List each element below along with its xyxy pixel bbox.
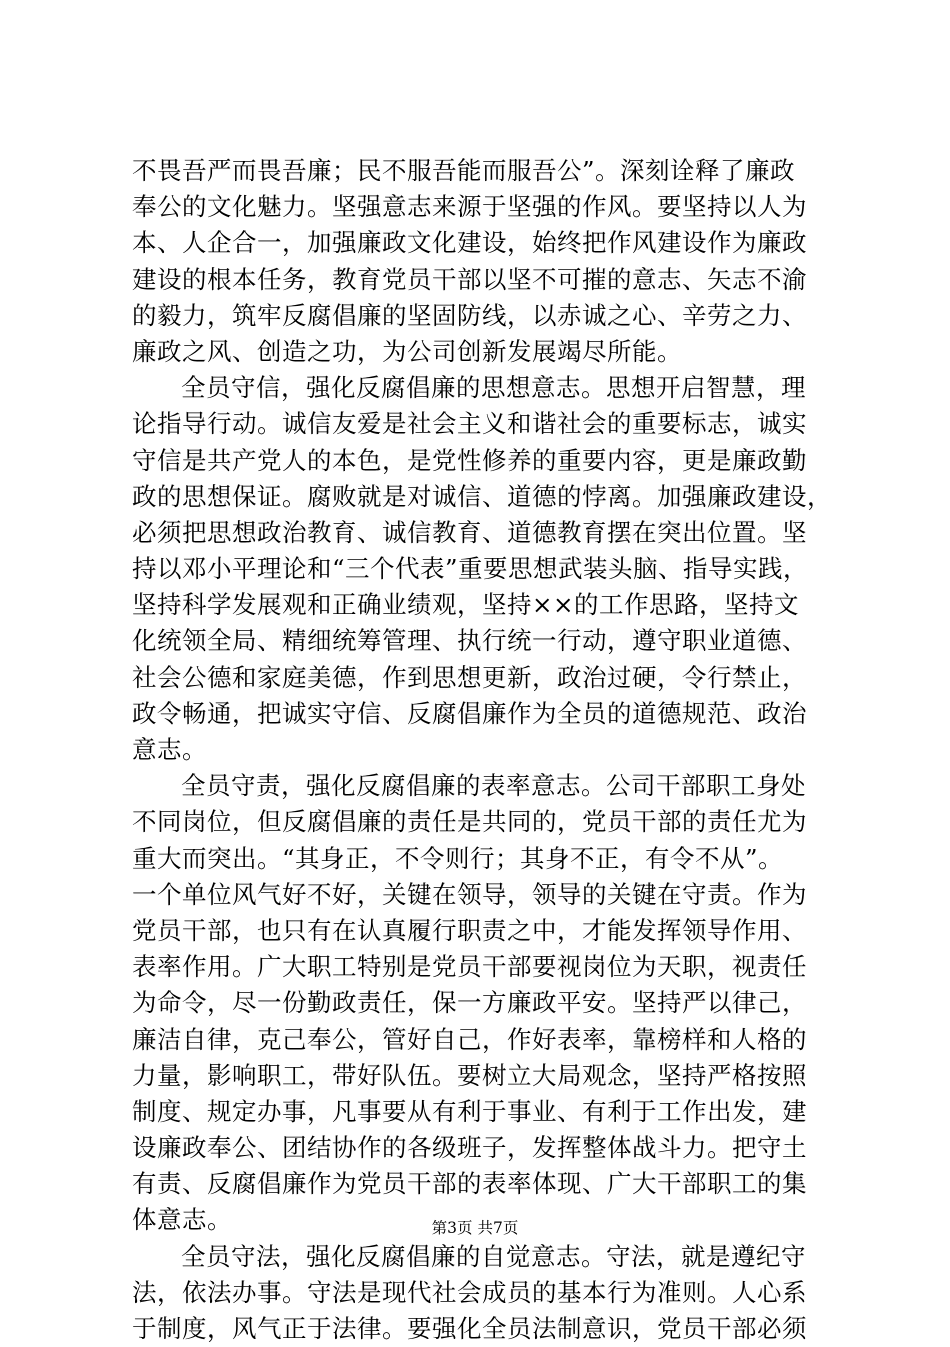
text-line: 制度、规定办事，凡事要从有利于事业、有利于工作出发，建 xyxy=(132,1096,807,1126)
text-line: 重大而突出。“其身正，不令则行；其身不正，有令不从”。 xyxy=(132,843,784,873)
paragraph-first-line: 全员守责，强化反腐倡廉的表率意志。公司干部职工身处 xyxy=(181,771,806,801)
text-line: 体意志。 xyxy=(132,1205,232,1235)
text-line: 坚持科学发展观和正确业绩观，坚持××的工作思路，坚持文 xyxy=(132,590,800,620)
text-line: 一个单位风气好不好，关键在领导，领导的关键在守责。作为 xyxy=(132,879,807,909)
text-line: 化统领全局、精细统筹管理、执行统一行动，遵守职业道德、 xyxy=(132,626,807,656)
text-line: 必须把思想政治教育、诚信教育、道德教育摆在突出位置。坚 xyxy=(132,517,807,547)
text-line: 廉洁自律，克己奉公，管好自己，作好表率，靠榜样和人格的 xyxy=(132,1024,807,1054)
text-line: 建设的根本任务，教育党员干部以坚不可摧的意志、矢志不渝 xyxy=(132,264,807,294)
text-line: 不同岗位，但反腐倡廉的责任是共同的，党员干部的责任尤为 xyxy=(132,807,807,837)
text-line: 力量，影响职工，带好队伍。要树立大局观念，坚持严格按照 xyxy=(132,1060,807,1090)
text-line: 守信是共产党人的本色，是党性修养的重要内容，更是廉政勤 xyxy=(132,445,807,475)
text-line: 本、人企合一，加强廉政文化建设，始终把作风建设作为廉政 xyxy=(132,228,807,258)
text-line: 不畏吾严而畏吾廉；民不服吾能而服吾公”。深刻诠释了廉政 xyxy=(132,156,796,185)
page-number: 第3页 共7页 xyxy=(431,1219,519,1237)
text-line: 意志。 xyxy=(132,735,207,764)
text-line: 持以邓小平理论和“三个代表”重要思想武装头脑、指导实践， xyxy=(132,554,809,584)
text-line: 表率作用。广大职工特别是党员干部要视岗位为天职，视责任 xyxy=(132,952,807,982)
text-line: 设廉政奉公、团结协作的各级班子，发挥整体战斗力。把守土 xyxy=(132,1133,807,1163)
text-line: 法，依法办事。守法是现代社会成员的基本行为准则。人心系 xyxy=(132,1277,807,1307)
text-line: 政的思想保证。腐败就是对诚信、道德的悖离。加强廉政建设， xyxy=(132,481,832,511)
text-line: 为命令，尽一份勤政责任，保一方廉政平安。坚持严以律己， xyxy=(132,988,807,1018)
paragraph-first-line: 全员守法，强化反腐倡廉的自觉意志。守法，就是遵纪守 xyxy=(181,1241,806,1271)
text-line: 有责、反腐倡廉作为党员干部的表率体现、广大干部职工的集 xyxy=(132,1169,807,1199)
text-line: 社会公德和家庭美德，作到思想更新，政治过硬，令行禁止， xyxy=(132,662,807,692)
text-line: 论指导行动。诚信友爱是社会主义和谐社会的重要标志，诚实 xyxy=(132,409,807,439)
paragraph-first-line: 全员守信，强化反腐倡廉的思想意志。思想开启智慧，理 xyxy=(181,373,806,403)
text-line: 的毅力，筑牢反腐倡廉的坚固防线，以赤诚之心、辛劳之力、 xyxy=(132,300,807,330)
text-line: 廉政之风、创造之功，为公司创新发展竭尽所能。 xyxy=(132,336,682,366)
text-line: 奉公的文化魅力。坚强意志来源于坚强的作风。要坚持以人为 xyxy=(132,192,807,222)
text-line: 于制度，风气正于法律。要强化全员法制意识，党员干部必须 xyxy=(132,1314,807,1343)
document-body xyxy=(132,153,832,1347)
text-line: 党员干部，也只有在认真履行职责之中，才能发挥领导作用、 xyxy=(132,915,807,945)
text-line: 政令畅通，把诚实守信、反腐倡廉作为全员的道德规范、政治 xyxy=(132,698,807,728)
